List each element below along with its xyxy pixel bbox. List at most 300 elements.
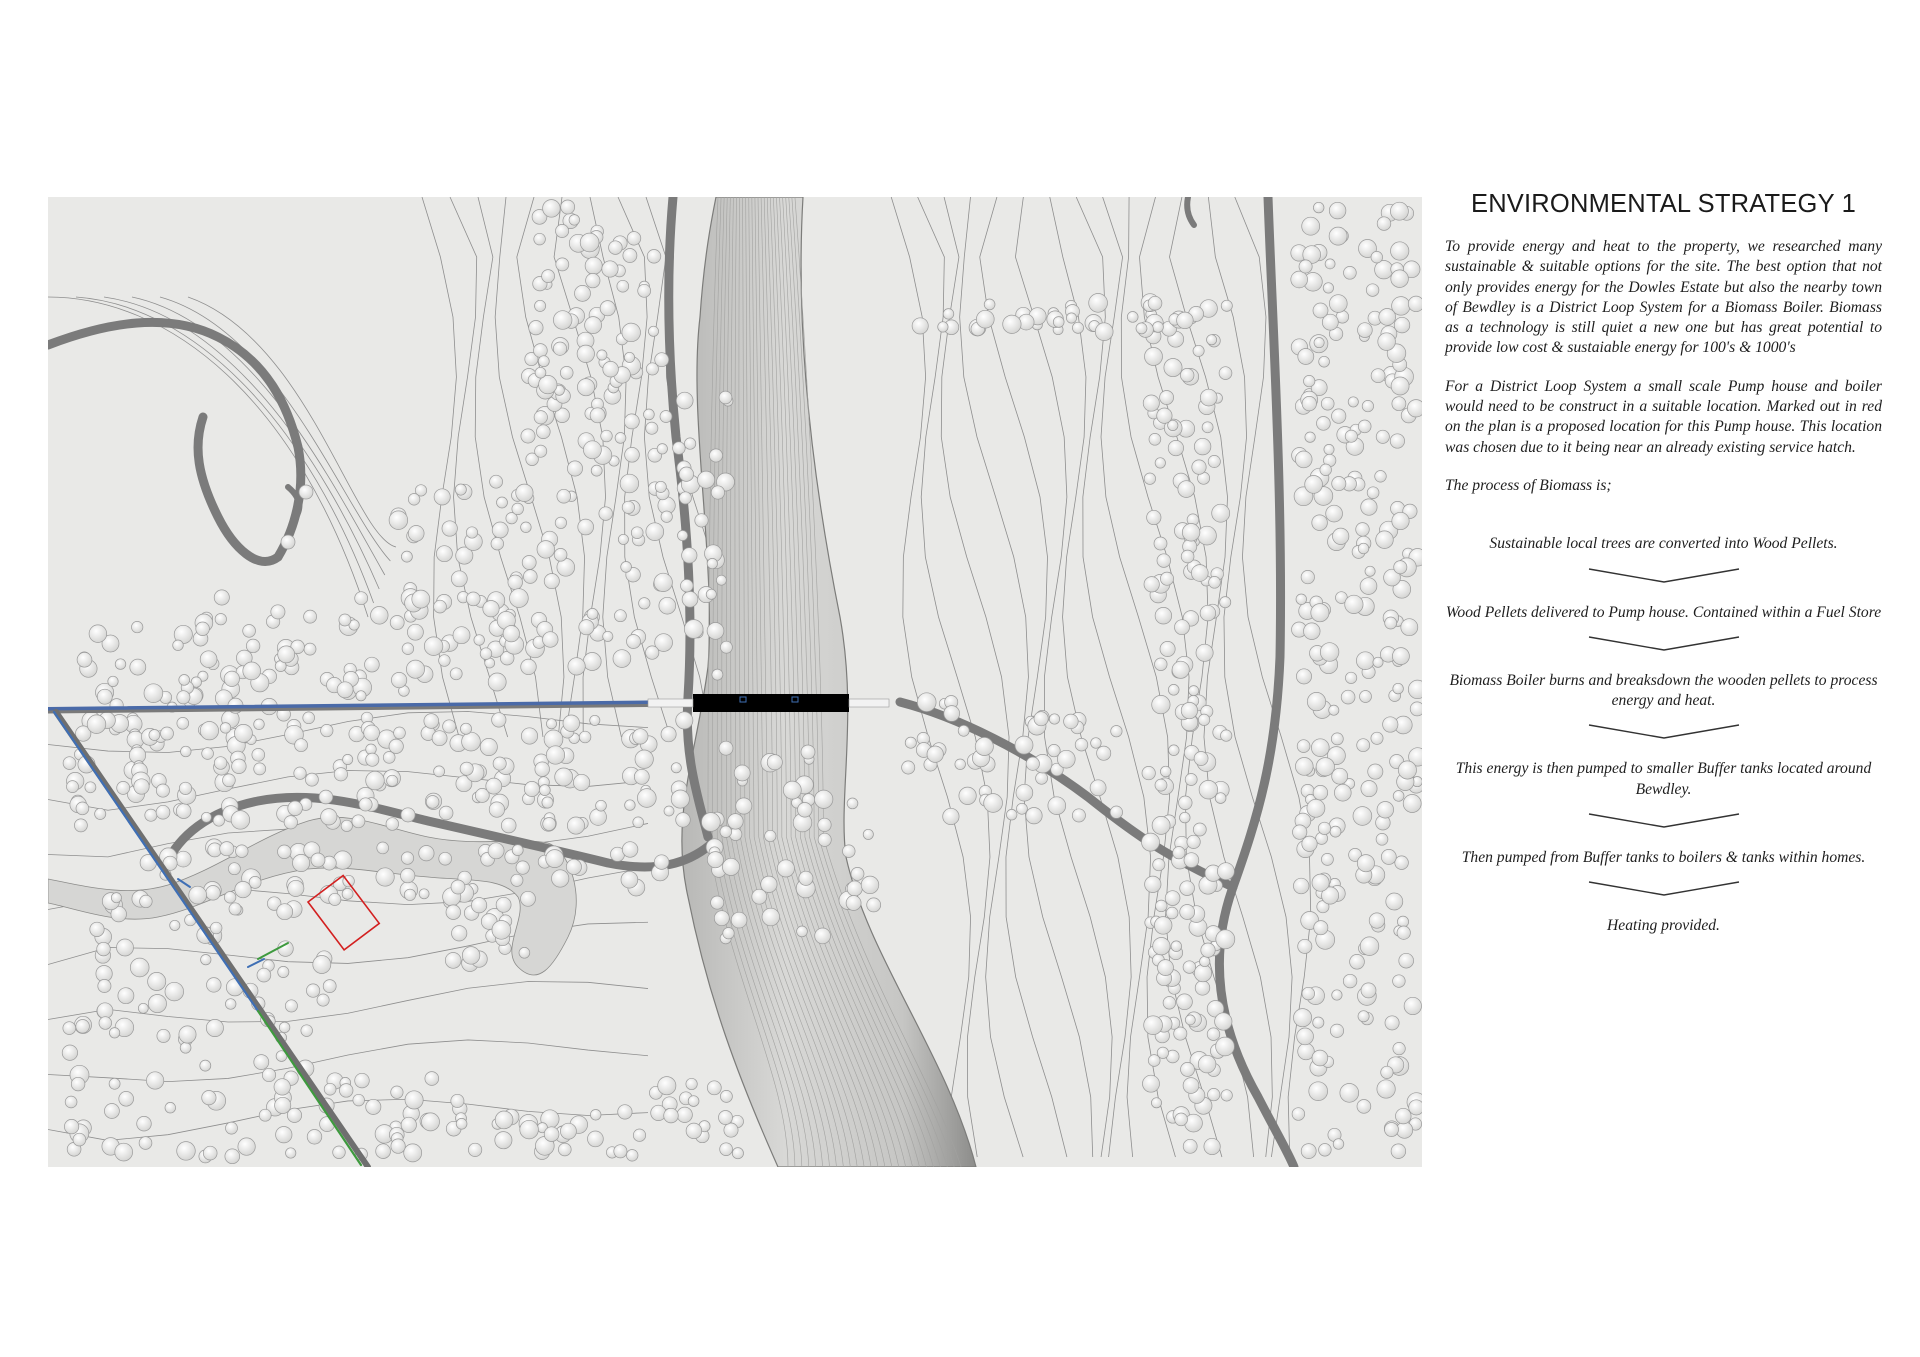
tree: [1291, 271, 1308, 288]
tree: [1202, 422, 1213, 433]
tree: [681, 579, 694, 592]
tree: [1015, 736, 1033, 754]
tree: [644, 409, 655, 420]
tree: [613, 650, 631, 668]
tree: [975, 737, 993, 755]
tree: [148, 972, 166, 990]
tree: [1313, 303, 1328, 318]
tree: [664, 1108, 679, 1123]
tree: [1321, 397, 1334, 410]
tree: [1323, 283, 1333, 293]
tree: [586, 273, 600, 287]
tree: [366, 753, 379, 766]
tree: [288, 880, 304, 896]
tree: [259, 1109, 271, 1121]
tree: [544, 574, 559, 589]
tree: [307, 1130, 322, 1145]
tree: [712, 669, 723, 680]
tree: [578, 519, 594, 535]
tree: [1198, 1055, 1216, 1073]
tree: [1152, 816, 1170, 834]
tree: [706, 589, 716, 599]
tree: [523, 570, 537, 584]
tree: [707, 623, 724, 640]
tree: [1180, 905, 1195, 920]
tree: [1381, 849, 1396, 864]
tree: [503, 626, 519, 642]
tree: [677, 1107, 692, 1122]
tree: [1305, 476, 1323, 494]
tree: [671, 763, 681, 773]
tree: [180, 1042, 191, 1053]
tree: [661, 727, 676, 742]
tree: [109, 1028, 119, 1038]
tree: [1394, 561, 1407, 574]
tree: [99, 1017, 112, 1030]
tree: [1378, 333, 1396, 351]
tree: [535, 367, 546, 378]
tree: [724, 1123, 738, 1137]
tree: [1393, 975, 1406, 988]
tree: [984, 299, 995, 310]
tree: [243, 662, 261, 680]
tree: [1169, 745, 1180, 756]
tree: [618, 534, 628, 544]
tree: [1408, 296, 1422, 312]
tree: [719, 391, 732, 404]
tree: [450, 668, 462, 680]
tree: [1192, 460, 1206, 474]
process-step-5: Then pumped from Buffer tanks to boilers & tanks within homes.: [1461, 849, 1866, 867]
tree: [1392, 648, 1409, 665]
tree: [1330, 1024, 1343, 1037]
tree: [1152, 695, 1170, 713]
tree: [1057, 750, 1075, 768]
tree: [1410, 702, 1422, 716]
tree: [707, 558, 717, 568]
tree: [1181, 702, 1197, 718]
tree: [537, 541, 555, 559]
tree: [324, 1083, 336, 1095]
tree: [229, 903, 241, 915]
tree: [285, 1000, 297, 1012]
tree: [173, 640, 184, 651]
tree: [323, 980, 336, 993]
tree: [87, 715, 106, 734]
tree: [311, 853, 325, 867]
tree: [343, 754, 353, 764]
tree: [161, 727, 174, 740]
tree: [1193, 345, 1204, 356]
tree: [391, 1086, 403, 1098]
tree: [407, 624, 423, 640]
tree: [767, 755, 782, 770]
tree: [376, 1144, 391, 1159]
tree: [1345, 595, 1363, 613]
tree: [1316, 758, 1334, 776]
tree: [1016, 803, 1027, 814]
tree: [365, 657, 380, 672]
tree: [720, 641, 732, 653]
tree: [462, 947, 480, 965]
tree: [798, 803, 813, 818]
tree: [1194, 438, 1211, 455]
tree: [138, 1003, 148, 1013]
tree: [132, 621, 143, 632]
tree: [1356, 652, 1374, 670]
tree: [490, 475, 503, 488]
tree: [286, 1148, 296, 1158]
tree: [1145, 348, 1163, 366]
tree: [1360, 937, 1379, 956]
tree: [1390, 434, 1404, 448]
tree: [688, 1096, 699, 1107]
tree: [404, 889, 415, 900]
tree: [1179, 796, 1193, 810]
tree: [74, 819, 87, 832]
tree: [252, 748, 265, 761]
tree: [200, 1060, 211, 1071]
tree: [1314, 921, 1328, 935]
tree: [1175, 1113, 1188, 1126]
tree: [1395, 856, 1409, 870]
tree: [97, 1003, 113, 1019]
tree: [1221, 1090, 1232, 1101]
tree: [1175, 620, 1190, 635]
tree: [1320, 643, 1339, 662]
tree: [622, 323, 641, 342]
tree: [200, 651, 217, 668]
tree: [1091, 738, 1102, 749]
tree: [676, 813, 691, 828]
tree: [203, 1146, 217, 1160]
tree: [1049, 714, 1059, 724]
tree: [1307, 692, 1325, 710]
tree: [1313, 202, 1324, 213]
tree: [1312, 1050, 1328, 1066]
tree: [179, 1026, 196, 1043]
tree: [424, 714, 439, 729]
tree: [938, 322, 948, 332]
tree: [637, 789, 656, 808]
tree: [1155, 607, 1172, 624]
tree: [1053, 317, 1064, 328]
tree: [294, 767, 306, 779]
tree: [1164, 359, 1182, 377]
tree: [544, 1127, 559, 1142]
tree: [436, 546, 452, 562]
tree: [1153, 322, 1164, 333]
tree: [1148, 1055, 1160, 1067]
tree: [614, 610, 626, 622]
tree: [189, 886, 207, 904]
tree: [818, 818, 831, 831]
tree: [553, 311, 572, 330]
tree: [337, 682, 353, 698]
tree: [439, 655, 451, 667]
tree: [1325, 259, 1335, 269]
tree: [524, 781, 539, 796]
tree: [664, 806, 674, 816]
tree: [1144, 577, 1159, 592]
tree: [676, 392, 693, 409]
tree: [631, 527, 643, 539]
tree: [536, 425, 550, 439]
tree: [177, 691, 190, 704]
tree: [554, 548, 567, 561]
tree: [456, 1118, 467, 1129]
tree: [228, 863, 240, 875]
tree: [614, 1145, 627, 1158]
tree: [646, 523, 664, 541]
tree: [976, 310, 994, 328]
tree: [1393, 1042, 1405, 1054]
tree: [1348, 397, 1358, 407]
tree: [480, 738, 497, 755]
tree: [390, 616, 404, 630]
tree: [1301, 570, 1314, 583]
tree: [1034, 712, 1048, 726]
tree: [210, 922, 222, 934]
tree: [583, 653, 601, 671]
tree: [394, 727, 406, 739]
tree: [468, 1143, 481, 1156]
tree: [1324, 444, 1334, 454]
tree: [495, 1111, 513, 1129]
tree: [621, 871, 638, 888]
tree: [1358, 323, 1373, 338]
tree: [1297, 1028, 1314, 1045]
tree: [573, 774, 589, 790]
tree: [130, 659, 146, 675]
tree: [170, 920, 180, 930]
tree: [1311, 604, 1329, 622]
tree: [452, 926, 467, 941]
tree: [1371, 251, 1383, 263]
tree: [1329, 227, 1347, 245]
tree: [179, 782, 191, 794]
tree: [508, 575, 523, 590]
tree: [301, 1025, 313, 1037]
tree: [329, 893, 341, 905]
tree: [376, 868, 394, 886]
tree: [1341, 690, 1355, 704]
tree: [76, 802, 89, 815]
tree: [401, 551, 412, 562]
tree: [356, 691, 366, 701]
tree: [1185, 1015, 1195, 1025]
tree: [597, 350, 607, 360]
bridge-deck: [693, 694, 849, 712]
tree: [535, 445, 547, 457]
tree: [401, 1117, 416, 1132]
tree: [1160, 391, 1174, 405]
tree: [278, 646, 295, 663]
tree: [177, 1142, 196, 1161]
tree: [1332, 768, 1348, 784]
tree: [1155, 458, 1165, 468]
tree: [676, 712, 693, 729]
tree: [1200, 956, 1210, 966]
tree: [1333, 1139, 1344, 1150]
tree: [1216, 1037, 1235, 1056]
tree: [1340, 1084, 1359, 1103]
tree: [620, 474, 639, 493]
tree: [1312, 874, 1329, 891]
tree: [1072, 322, 1083, 333]
tree: [1293, 825, 1307, 839]
tree: [647, 250, 661, 264]
tree: [603, 631, 613, 641]
tree: [202, 1091, 216, 1105]
tree: [1312, 515, 1328, 531]
tree: [1397, 926, 1410, 939]
tree: [711, 486, 724, 499]
tree: [295, 739, 308, 752]
tree: [293, 854, 310, 871]
tree: [679, 467, 693, 481]
tree: [117, 781, 130, 794]
tree: [1361, 781, 1377, 797]
tree: [1172, 661, 1189, 678]
tree: [321, 809, 337, 825]
tree: [405, 1091, 423, 1109]
tree: [149, 730, 160, 741]
tree: [305, 773, 318, 786]
tree: [1334, 784, 1351, 801]
tree: [434, 600, 447, 613]
tree: [1376, 531, 1394, 549]
tree: [1194, 964, 1211, 981]
tree: [1168, 440, 1183, 455]
tree: [1296, 594, 1307, 605]
tree: [156, 805, 170, 819]
tree: [943, 309, 954, 320]
tree: [236, 845, 249, 858]
tree: [64, 1119, 78, 1133]
tree: [1391, 1144, 1406, 1159]
tree: [1332, 990, 1342, 1000]
tree: [583, 441, 601, 459]
tree: [624, 352, 634, 362]
tree: [590, 408, 605, 423]
tree: [1399, 953, 1414, 968]
tree: [451, 880, 465, 894]
tree: [446, 905, 461, 920]
tree: [728, 814, 744, 830]
tree: [254, 1055, 269, 1070]
tree: [1199, 780, 1218, 799]
tree: [1026, 808, 1042, 824]
tree: [863, 829, 873, 839]
tree: [512, 503, 524, 515]
tree: [622, 842, 638, 858]
tree: [389, 739, 403, 753]
tree: [535, 762, 550, 777]
tree: [815, 928, 831, 944]
tree: [339, 614, 351, 626]
tree: [557, 489, 571, 503]
tree: [539, 785, 550, 796]
tree: [1367, 487, 1379, 499]
tree: [609, 241, 623, 255]
tree: [1357, 855, 1374, 872]
tree: [927, 746, 943, 762]
tree: [1319, 356, 1330, 367]
tree: [1376, 430, 1389, 443]
tree: [200, 722, 218, 740]
tree: [678, 530, 688, 540]
tree: [281, 535, 295, 549]
tree: [1090, 780, 1106, 796]
tree: [471, 898, 486, 913]
tree: [1358, 1011, 1369, 1022]
tree: [861, 876, 879, 894]
tree: [262, 1068, 275, 1081]
tree: [156, 784, 169, 797]
tree: [1064, 714, 1079, 729]
tree: [602, 261, 618, 277]
tree: [492, 921, 511, 940]
tree: [1298, 349, 1314, 365]
tree: [492, 713, 506, 727]
tree: [1160, 572, 1173, 585]
chevron-down-icon: [1445, 878, 1882, 900]
tree: [1377, 217, 1391, 231]
tree: [783, 781, 801, 799]
tree: [709, 449, 722, 462]
tree: [342, 888, 353, 899]
tree: [1127, 312, 1138, 323]
tree: [1391, 242, 1409, 260]
tree: [1329, 705, 1339, 715]
tree: [1160, 641, 1175, 656]
tree: [304, 610, 317, 623]
tree: [686, 1123, 702, 1139]
tree: [319, 790, 333, 804]
tree: [220, 842, 234, 856]
tree: [1066, 313, 1076, 323]
tree: [601, 430, 613, 442]
tree: [1344, 266, 1357, 279]
tree: [1304, 623, 1321, 640]
tree: [714, 911, 729, 926]
tree: [486, 778, 502, 794]
intro-paragraph: To provide energy and heat to the property, we researched many sustainable & suitable options for the site. The best option that not only provides energy for the Dowles Estate but also the nearby town of Bewdley is a District Loop System for a Biomass Boiler. Biomass as a technology is still quiet a new one but has great potential to provide low cost & sustaiable energy for 100's & 1000's: [1445, 238, 1882, 357]
tree: [497, 497, 508, 508]
tree: [847, 798, 858, 809]
tree: [1143, 395, 1159, 411]
tree: [1379, 309, 1396, 326]
tree: [846, 896, 861, 911]
tree: [254, 719, 265, 730]
tree: [377, 842, 389, 854]
tree: [422, 1113, 440, 1131]
tree: [1393, 683, 1404, 694]
tree: [139, 1137, 152, 1150]
tree: [1194, 752, 1208, 766]
tree: [1171, 941, 1182, 952]
tree: [1158, 960, 1174, 976]
tree: [534, 233, 546, 245]
tree: [254, 763, 266, 775]
tree: [304, 643, 316, 655]
tree: [627, 635, 641, 649]
tree: [1375, 471, 1387, 483]
tree: [1183, 961, 1196, 974]
tree: [146, 1072, 163, 1089]
tree: [462, 732, 481, 751]
